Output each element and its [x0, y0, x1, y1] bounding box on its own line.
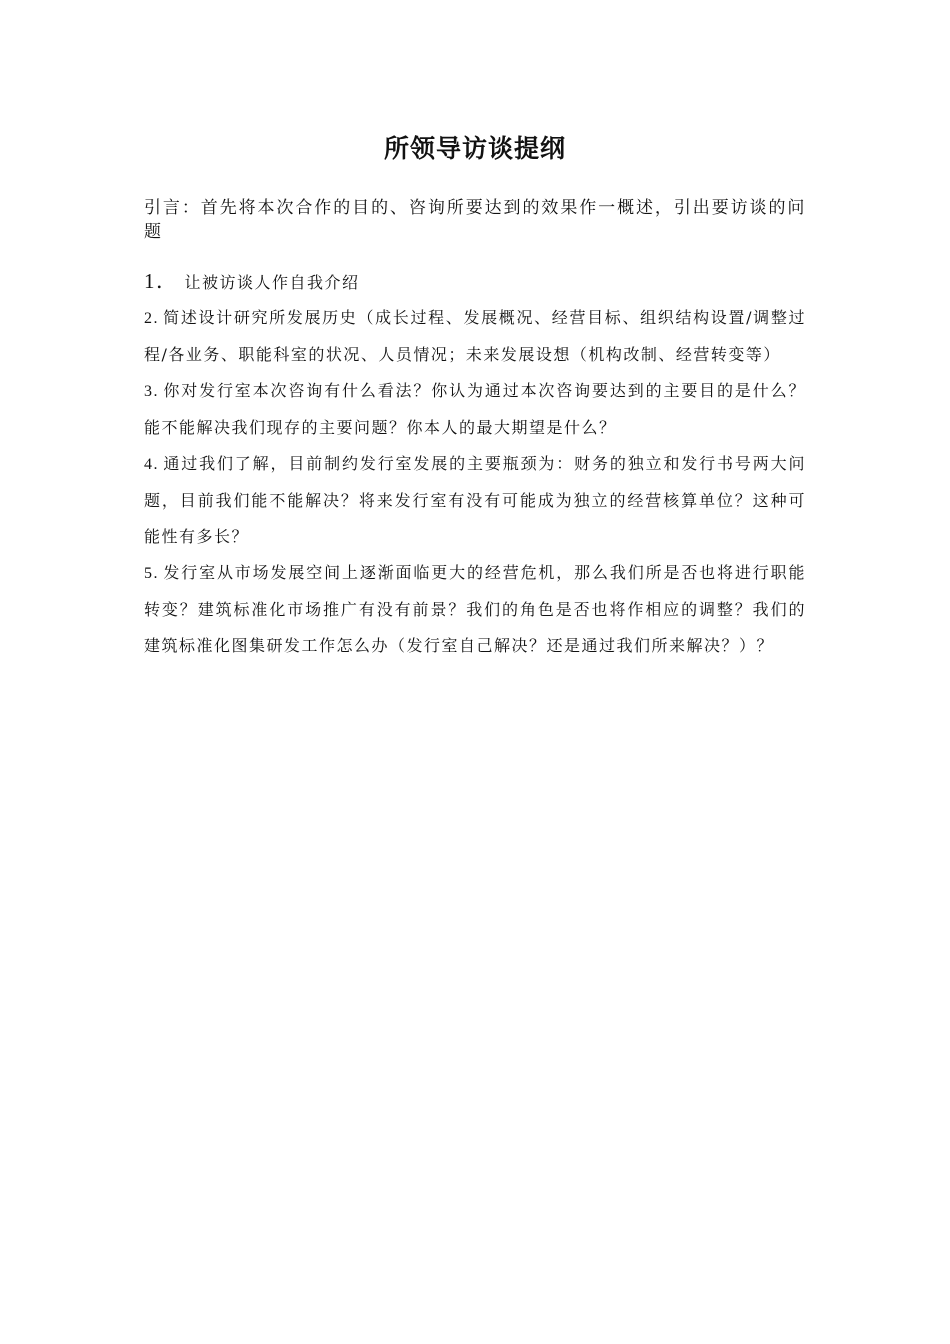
list-item-4 [144, 446, 806, 555]
list-item-3 [144, 373, 806, 446]
item-text: 通过我们了解，目前制约发行室发展的主要瓶颈为：财务的独立和发行书号两大问题，目前我们能不能解决？将来发行室有没有可能成为独立的经营核算单位？这种可能性有多长？ [144, 454, 806, 546]
item-text: 你对发行室本次咨询有什么看法？你认为通过本次咨询要达到的主要目的是什么？能不能解决我们现存的主要问题？你本人的最大期望是什么？ [144, 381, 806, 437]
item-text: 简述设计研究所发展历史（成长过程、发展概况、经营目标、组织结构设置/调整过程/各业务、职能科室的状况、人员情况；未来发展设想（机构改制、经营转变等） [144, 308, 806, 364]
list-item-5 [144, 555, 806, 664]
item-text: 让被访谈人作自我介绍 [184, 273, 360, 292]
item-number: 5. [144, 565, 159, 582]
list-item-1 [144, 264, 806, 300]
list-item-2 [144, 300, 806, 373]
item-number: 2. [144, 310, 159, 327]
item-number: 3. [144, 383, 159, 400]
item-number: 4. [144, 456, 159, 473]
item-number: 1． [144, 269, 179, 293]
page-title: 所领导访谈提纲 [383, 134, 566, 163]
intro-paragraph: 引言：首先将本次合作的目的、咨询所要达到的效果作一概述，引出要访谈的问题 [144, 198, 806, 242]
document-body [144, 196, 806, 664]
item-text: 发行室从市场发展空间上逐渐面临更大的经营危机，那么我们所是否也将进行职能转变？建筑标准化市场推广有没有前景？我们的角色是否也将作相应的调整？我们的建筑标准化图集研发工作怎么办（发行室自己解决？还是通过我们所来解决？）？ [144, 563, 806, 655]
